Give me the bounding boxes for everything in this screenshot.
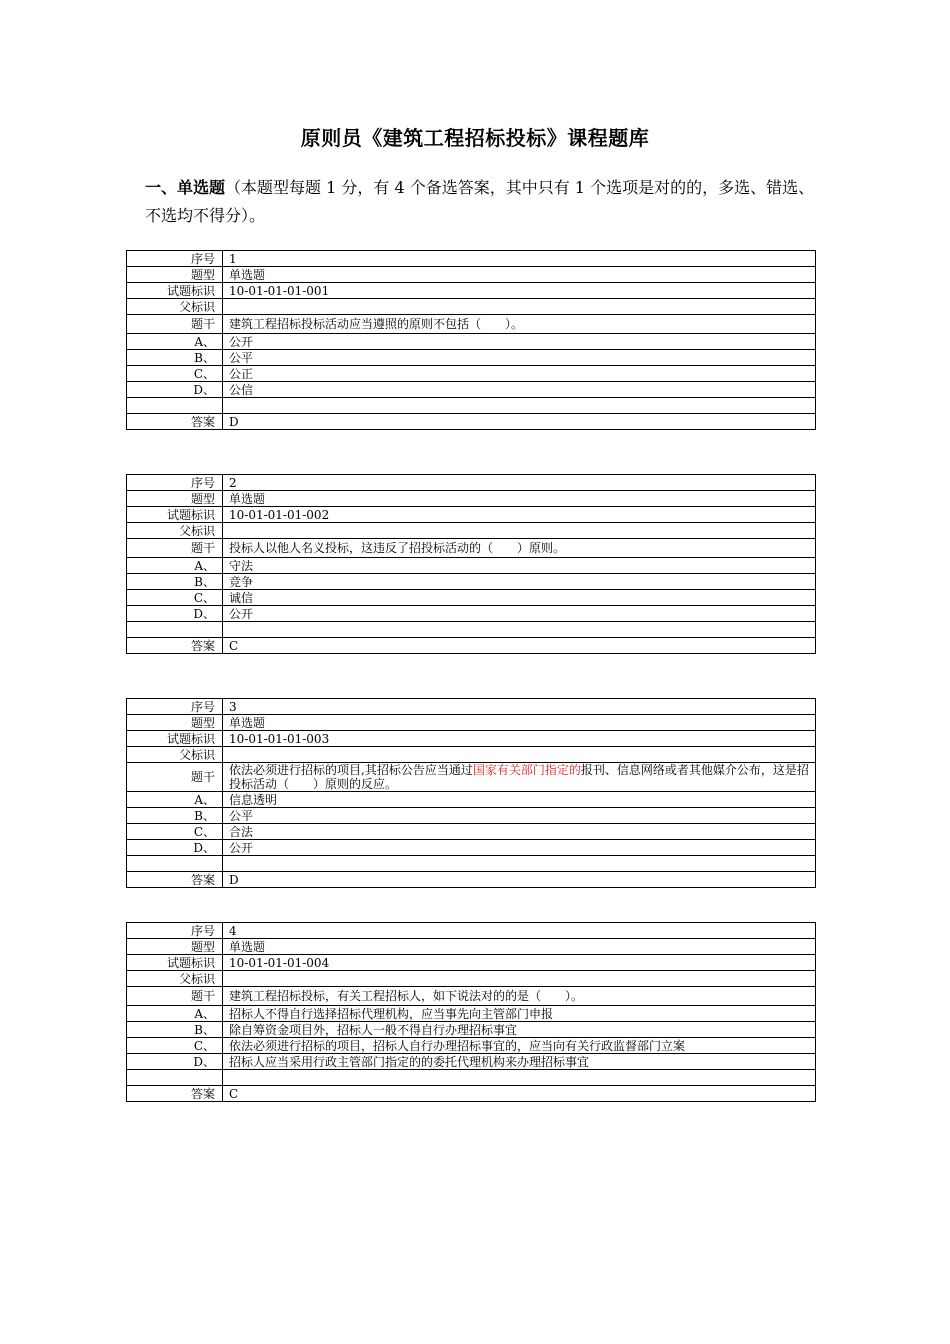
value-option-c: 诚信 <box>223 590 816 606</box>
label-stem: 题干 <box>127 987 223 1006</box>
label-option-d: D、 <box>127 840 223 856</box>
label-parent: 父标识 <box>127 299 223 315</box>
label-id: 试题标识 <box>127 731 223 747</box>
row-option-d <box>127 606 816 622</box>
value-option-a: 招标人不得自行选择招标代理机构，应当事先向主管部门申报 <box>223 1006 816 1022</box>
label-type: 题型 <box>127 939 223 955</box>
value-id: 10-01-01-01-004 <box>223 955 816 971</box>
value-type: 单选题 <box>223 491 816 507</box>
row-answer <box>127 414 816 430</box>
label-option-c: C、 <box>127 1038 223 1054</box>
value-option-b: 除自筹资金项目外，招标人一般不得自行办理招标事宜 <box>223 1022 816 1038</box>
label-answer: 答案 <box>127 872 223 888</box>
label-type: 题型 <box>127 715 223 731</box>
row-option-b <box>127 1022 816 1038</box>
row-parent <box>127 523 816 539</box>
label-stem: 题干 <box>127 539 223 558</box>
row-stem <box>127 539 816 558</box>
label-option-b: B、 <box>127 350 223 366</box>
row-id <box>127 731 816 747</box>
value-stem <box>223 763 816 792</box>
label-option-c: C、 <box>127 824 223 840</box>
row-answer <box>127 638 816 654</box>
label-option-d: D、 <box>127 606 223 622</box>
row-stem <box>127 315 816 334</box>
row-id <box>127 955 816 971</box>
label-option-c: C、 <box>127 590 223 606</box>
label-seq: 序号 <box>127 475 223 491</box>
value-stem: 建筑工程招标投标，有关工程招标人，如下说法对的的是（ ）。 <box>223 987 816 1006</box>
row-option-a <box>127 334 816 350</box>
value-type: 单选题 <box>223 267 816 283</box>
row-type <box>127 267 816 283</box>
label-option-c: C、 <box>127 366 223 382</box>
section-heading-note: （本题型每题 1 分，有 4 个备选答案，其中只有 1 个选项是对的的，多选、错选、不选均不得分）。 <box>145 178 815 225</box>
value-option-d: 公信 <box>223 382 816 398</box>
label-id: 试题标识 <box>127 507 223 523</box>
row-parent <box>127 971 816 987</box>
value-option-a: 信息透明 <box>223 792 816 808</box>
label-answer: 答案 <box>127 1086 223 1102</box>
value-stem: 投标人以他人名义投标，这违反了招投标活动的（ ）原则。 <box>223 539 816 558</box>
row-seq <box>127 475 816 491</box>
row-option-b <box>127 574 816 590</box>
label-blank <box>127 1070 223 1086</box>
value-option-a: 守法 <box>223 558 816 574</box>
label-stem: 题干 <box>127 763 223 792</box>
section-heading <box>145 174 825 230</box>
row-option-c <box>127 824 816 840</box>
value-id: 10-01-01-01-003 <box>223 731 816 747</box>
row-type <box>127 939 816 955</box>
row-stem <box>127 763 816 792</box>
row-answer <box>127 872 816 888</box>
row-id <box>127 283 816 299</box>
row-type <box>127 715 816 731</box>
label-option-a: A、 <box>127 1006 223 1022</box>
row-blank <box>127 856 816 872</box>
label-id: 试题标识 <box>127 955 223 971</box>
row-answer <box>127 1086 816 1102</box>
value-option-a: 公开 <box>223 334 816 350</box>
value-answer: D <box>223 872 816 888</box>
label-blank <box>127 398 223 414</box>
row-seq <box>127 923 816 939</box>
value-type: 单选题 <box>223 939 816 955</box>
row-blank <box>127 1070 816 1086</box>
stem-text-highlight: 国家有关部门指定的 <box>472 763 581 777</box>
label-option-d: D、 <box>127 1054 223 1070</box>
question-table-1 <box>126 250 816 430</box>
label-type: 题型 <box>127 267 223 283</box>
row-parent <box>127 747 816 763</box>
label-answer: 答案 <box>127 638 223 654</box>
value-blank <box>223 622 816 638</box>
row-id <box>127 507 816 523</box>
value-answer: D <box>223 414 816 430</box>
label-parent: 父标识 <box>127 747 223 763</box>
row-option-d <box>127 1054 816 1070</box>
page-title: 原则员《建筑工程招标投标》课程题库 <box>300 126 650 150</box>
stem-text-pre: 依法必须进行招标的项目,其招标公告应当通过 <box>229 763 473 777</box>
row-option-b <box>127 350 816 366</box>
row-option-a <box>127 558 816 574</box>
row-option-a <box>127 1006 816 1022</box>
row-option-c <box>127 366 816 382</box>
value-blank <box>223 856 816 872</box>
row-blank <box>127 622 816 638</box>
question-table-2 <box>126 474 816 654</box>
row-seq <box>127 251 816 267</box>
label-blank <box>127 856 223 872</box>
value-id: 10-01-01-01-002 <box>223 507 816 523</box>
row-option-b <box>127 808 816 824</box>
value-blank <box>223 1070 816 1086</box>
label-seq: 序号 <box>127 251 223 267</box>
row-option-d <box>127 840 816 856</box>
value-answer: C <box>223 638 816 654</box>
value-parent <box>223 971 816 987</box>
label-seq: 序号 <box>127 699 223 715</box>
row-seq <box>127 699 816 715</box>
value-option-d: 公开 <box>223 606 816 622</box>
label-type: 题型 <box>127 491 223 507</box>
label-stem: 题干 <box>127 315 223 334</box>
value-option-b: 公平 <box>223 350 816 366</box>
label-option-d: D、 <box>127 382 223 398</box>
value-stem: 建筑工程招标投标活动应当遵照的原则不包括（ ）。 <box>223 315 816 334</box>
stem-text-post: 报刊、信息网络或者其他媒介公布，这是招投标活动（ ）原则的反应。 <box>229 763 809 791</box>
row-stem <box>127 987 816 1006</box>
question-table-4 <box>126 922 816 1102</box>
value-option-c: 合法 <box>223 824 816 840</box>
value-option-c: 依法必须进行招标的项目，招标人自行办理招标事宜的，应当向有关行政监督部门立案 <box>223 1038 816 1054</box>
label-option-a: A、 <box>127 792 223 808</box>
value-option-d: 公开 <box>223 840 816 856</box>
row-option-c <box>127 590 816 606</box>
value-parent <box>223 747 816 763</box>
value-option-b: 竞争 <box>223 574 816 590</box>
question-table-3 <box>126 698 816 888</box>
label-blank <box>127 622 223 638</box>
value-seq: 2 <box>223 475 816 491</box>
value-answer: C <box>223 1086 816 1102</box>
value-parent <box>223 299 816 315</box>
row-option-a <box>127 792 816 808</box>
value-option-b: 公平 <box>223 808 816 824</box>
label-option-b: B、 <box>127 574 223 590</box>
value-seq: 1 <box>223 251 816 267</box>
label-parent: 父标识 <box>127 971 223 987</box>
row-type <box>127 491 816 507</box>
label-option-b: B、 <box>127 1022 223 1038</box>
value-seq: 4 <box>223 923 816 939</box>
row-parent <box>127 299 816 315</box>
value-parent <box>223 523 816 539</box>
value-option-d: 招标人应当采用行政主管部门指定的的委托代理机构来办理招标事宜 <box>223 1054 816 1070</box>
value-type: 单选题 <box>223 715 816 731</box>
value-option-c: 公正 <box>223 366 816 382</box>
label-answer: 答案 <box>127 414 223 430</box>
label-option-b: B、 <box>127 808 223 824</box>
label-option-a: A、 <box>127 558 223 574</box>
section-heading-label: 一、单选题 <box>145 178 226 197</box>
label-id: 试题标识 <box>127 283 223 299</box>
value-blank <box>223 398 816 414</box>
value-id: 10-01-01-01-001 <box>223 283 816 299</box>
label-seq: 序号 <box>127 923 223 939</box>
row-blank <box>127 398 816 414</box>
row-option-d <box>127 382 816 398</box>
label-option-a: A、 <box>127 334 223 350</box>
value-seq: 3 <box>223 699 816 715</box>
row-option-c <box>127 1038 816 1054</box>
label-parent: 父标识 <box>127 523 223 539</box>
